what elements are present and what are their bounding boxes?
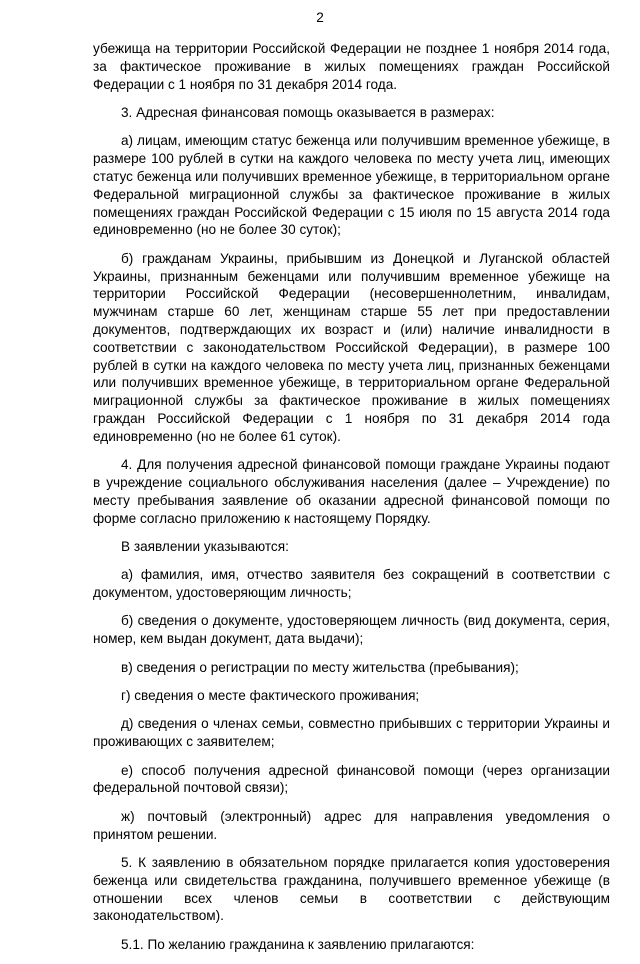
document-body xyxy=(93,40,610,964)
paragraph-item-a: а) фамилия, имя, отчество заявителя без сокращений в соответствии с документом, удостоверяющим личность; xyxy=(93,567,610,601)
paragraph-item-b: б) сведения о документе, удостоверяющем личность (вид документа, серия, номер, кем выдан документ, дата выдачи); xyxy=(93,613,610,647)
paragraph-clause-3b: б) гражданам Украины, прибывшим из Донецкой и Луганской областей Украины, признанным беженцами или получившим временное убежище на территории Российской Федерации (несовершеннолетним, инвалидам, мужчинам старше 60 лет, женщинам старше 55 лет при предоставлении документов, подтверждающих их возраст и (или) наличие инвалидности в соответствии с законодательством Российской Федерации), в размере 100 рублей в сутки на каждого человека по месту учета лиц, признанных беженцами или получивших временное убежище, в территориальном органе Федеральной миграционной службы за фактическое проживание в жилых помещениях граждан Российской Федерации с 1 ноября по 31 декабря 2014 года единовременно (но не более 61 суток). xyxy=(93,250,610,444)
paragraph-clause-5-1: 5.1. По желанию гражданина к заявлению прилагаются: xyxy=(121,936,475,952)
paragraph-clause-3: 3. Адресная финансовая помощь оказывается в размерах: xyxy=(121,104,495,120)
paragraph-item-d: д) сведения о членах семьи, совместно прибывших с территории Украины и проживающих с заявителем; xyxy=(93,716,610,750)
paragraph-clause-3a: а) лицам, имеющим статус беженца или получившим временное убежище, в размере 100 рублей в сутки на каждого человека по месту учета лиц, имеющих статус беженца или получивших временное убежище, в территориальном органе Федеральной миграционной службы за фактическое проживание в жилых помещениях граждан Российской Федерации с 15 июля по 15 августа 2014 года единовременно (но не более 30 суток); xyxy=(93,133,610,238)
paragraph-item-v: в) сведения о регистрации по месту жительства (пребывания); xyxy=(121,659,519,675)
paragraph-clause-5: 5. К заявлению в обязательном порядке прилагается копия удостоверения беженца или свидетельства гражданина, получившего временное убежище (в отношении всех членов семьи в соответствии с действующим законодательством). xyxy=(93,855,610,924)
paragraph-application-contents: В заявлении указываются: xyxy=(121,538,289,554)
paragraph-clause-4: 4. Для получения адресной финансовой помощи граждане Украины подают в учреждение социального обслуживания населения (далее – Учреждение) по месту пребывания заявление об оказании адресной финансовой помощи по форме согласно приложению к настоящему Порядку. xyxy=(93,457,610,526)
paragraph-continuation: убежища на территории Российской Федерации не позднее 1 ноября 2014 года, за фактическое проживание в жилых помещениях граждан Российской Федерации с 1 ноября по 31 декабря 2014 года. xyxy=(93,41,610,92)
paragraph-item-e: е) способ получения адресной финансовой помощи (через организации федеральной почтовой связи); xyxy=(93,762,610,796)
page-number: 2 xyxy=(316,10,324,25)
paragraph-item-zh: ж) почтовый (электронный) адрес для направления уведомления о принятом решении. xyxy=(93,808,610,842)
paragraph-item-g: г) сведения о месте фактического проживания; xyxy=(121,688,420,704)
